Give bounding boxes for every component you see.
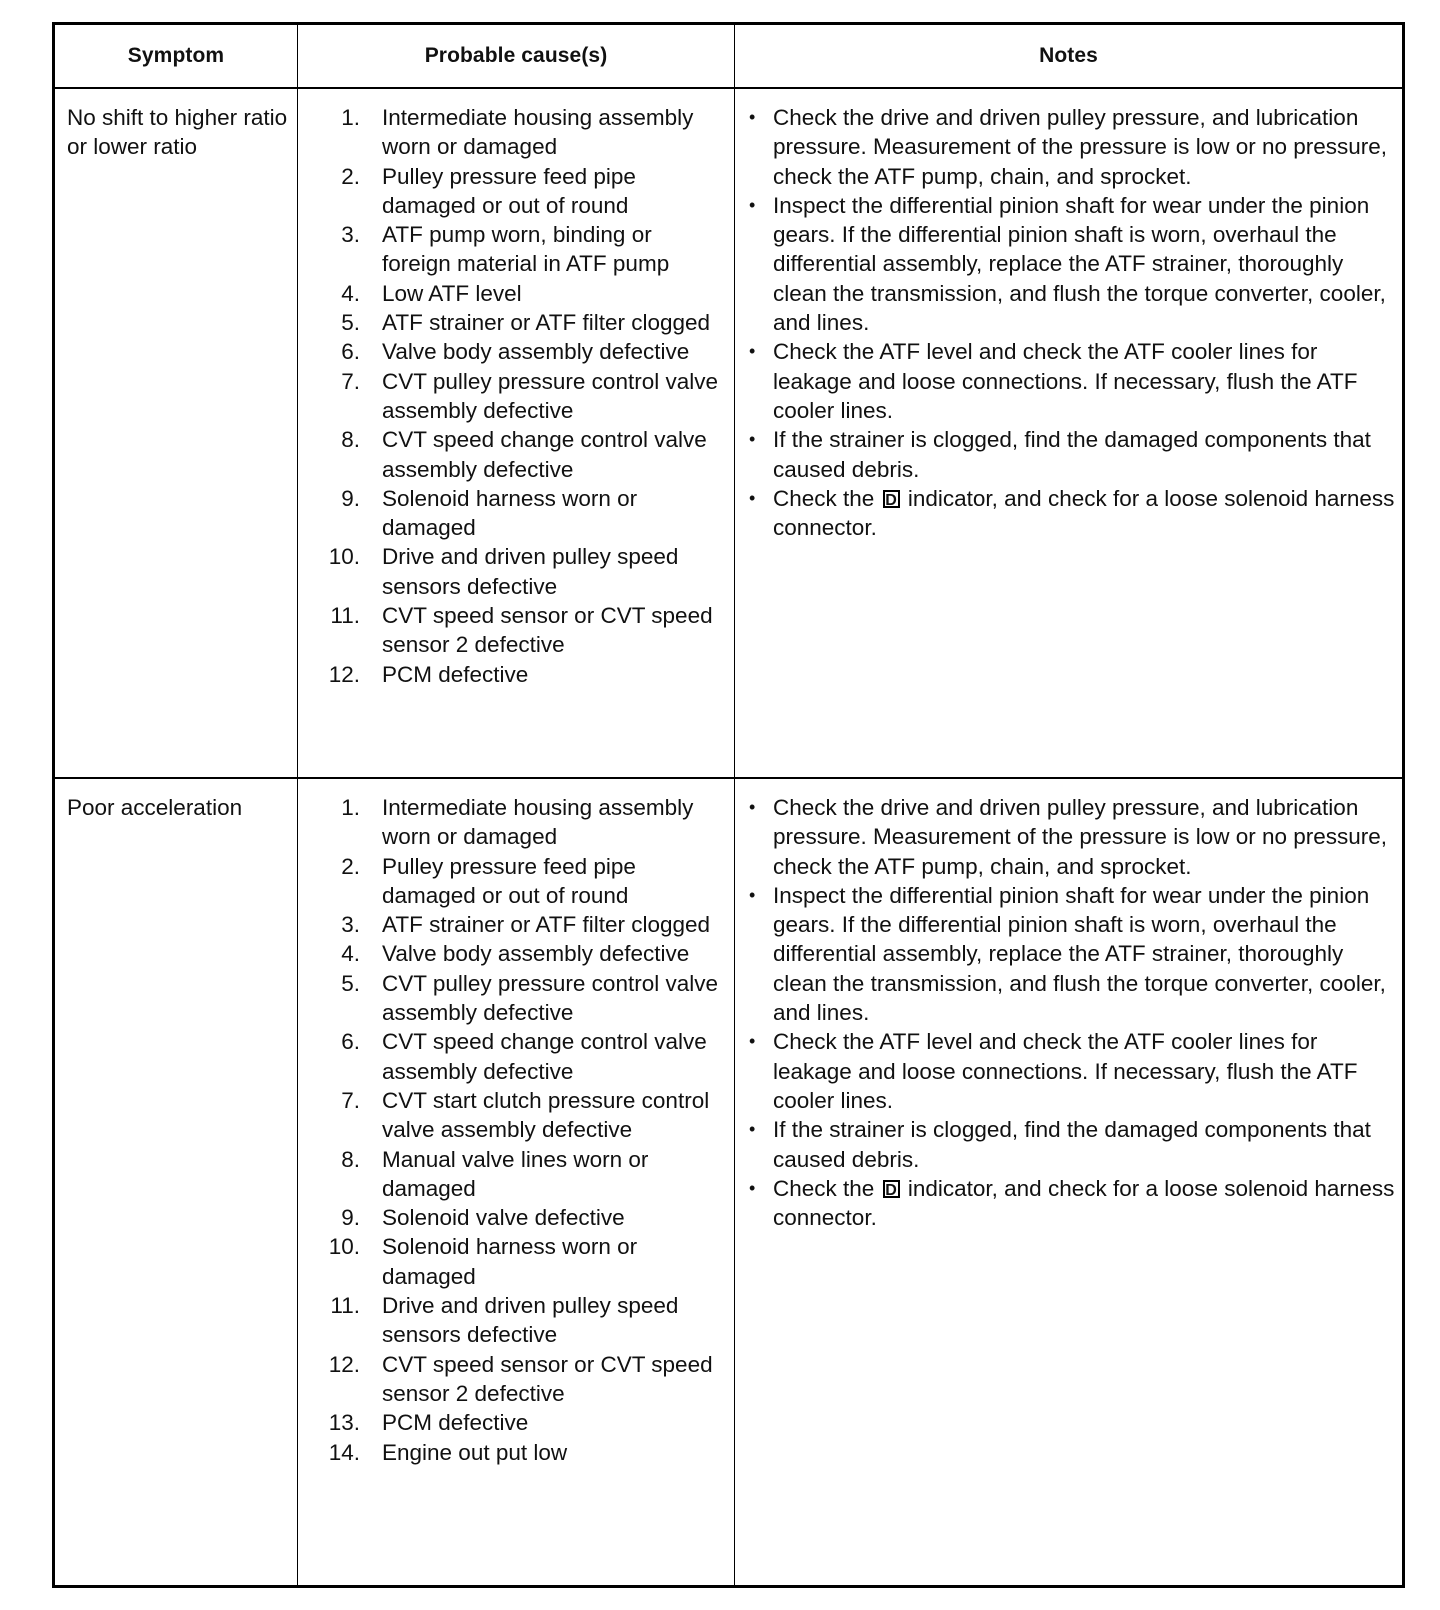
cause-number: 2. xyxy=(341,853,360,879)
note-item xyxy=(747,793,1398,881)
symptom-cell xyxy=(54,88,298,778)
cause-number: 3. xyxy=(341,912,360,938)
cause-number: 3. xyxy=(341,222,360,248)
note-text xyxy=(773,484,1398,543)
cause-text: Valve body assembly defective xyxy=(382,339,690,365)
note-text-post: indicator, and check for a loose solenoid harness connector. xyxy=(773,485,1395,541)
cause-text: Valve body assembly defective xyxy=(382,941,690,967)
cause-text: CVT speed change control valve assembly defective xyxy=(382,427,707,482)
cause-item xyxy=(298,308,726,337)
cause-item xyxy=(298,162,726,221)
note-text-pre: Check the xyxy=(773,1175,875,1201)
cause-number: 12. xyxy=(328,1351,360,1377)
cause-number: 8. xyxy=(341,427,360,453)
notes-cell xyxy=(735,88,1404,778)
note-text-pre: Check the xyxy=(773,485,875,511)
note-item xyxy=(747,191,1398,337)
troubleshooting-table xyxy=(52,22,1405,1588)
bullet-icon: • xyxy=(749,1031,756,1052)
bullet-icon: • xyxy=(749,1119,756,1140)
cause-number: 12. xyxy=(328,661,360,687)
note-text: Check the drive and driven pulley pressure, and lubrication pressure. Measurement of the pressure is low or no pressure, check the ATF pump, chain, and sprocket. xyxy=(773,105,1388,189)
d-indicator-icon: D xyxy=(883,1180,900,1198)
cause-item xyxy=(298,793,726,852)
causes-cell xyxy=(298,778,735,1587)
header-notes: Notes xyxy=(735,24,1404,89)
note-item xyxy=(747,337,1398,425)
cause-text: Engine out put low xyxy=(382,1439,568,1465)
table-row xyxy=(54,778,1404,1587)
bullet-icon: • xyxy=(749,341,756,362)
notes-list xyxy=(735,89,1402,554)
cause-item xyxy=(298,1408,726,1437)
cause-number: 1. xyxy=(341,795,360,820)
cause-item xyxy=(298,425,726,484)
cause-text: CVT speed change control valve assembly defective xyxy=(382,1029,707,1084)
bullet-icon: • xyxy=(749,1177,756,1198)
cause-item xyxy=(298,969,726,1028)
cause-number: 5. xyxy=(341,970,360,996)
cause-text: Manual valve lines worn or damaged xyxy=(382,1146,649,1201)
cause-item xyxy=(298,1232,726,1291)
note-item xyxy=(747,1027,1398,1115)
note-item xyxy=(747,1115,1398,1174)
cause-number: 10. xyxy=(328,544,360,570)
causes-list xyxy=(298,779,734,1479)
cause-item xyxy=(298,939,726,968)
note-text: Check the ATF level and check the ATF cooler lines for leakage and loose connections. If necessary, flush the ATF cooler lines. xyxy=(773,339,1358,423)
cause-item xyxy=(298,910,726,939)
cause-item xyxy=(298,601,726,660)
note-item xyxy=(747,103,1398,191)
cause-text: Solenoid valve defective xyxy=(382,1205,625,1231)
cause-item xyxy=(298,337,726,366)
note-text xyxy=(773,1174,1398,1233)
note-item xyxy=(747,425,1398,484)
symptom-text: Poor acceleration xyxy=(67,795,243,820)
cause-number: 7. xyxy=(341,368,360,394)
cause-number: 10. xyxy=(328,1234,360,1260)
cause-text: Solenoid harness worn or damaged xyxy=(382,1234,638,1289)
cause-item xyxy=(298,1291,726,1350)
cause-text: CVT pulley pressure control valve assembly defective xyxy=(382,368,718,423)
cause-text: Solenoid harness worn or damaged xyxy=(382,485,638,541)
cause-text: Intermediate housing assembly worn or damaged xyxy=(382,795,694,850)
cause-number: 4. xyxy=(341,941,360,967)
cause-item xyxy=(298,852,726,911)
bullet-icon: • xyxy=(749,194,756,215)
cause-item xyxy=(298,220,726,279)
cause-text: Drive and driven pulley speed sensors defective xyxy=(382,544,679,599)
cause-number: 6. xyxy=(341,339,360,365)
cause-text: Intermediate housing assembly worn or damaged xyxy=(382,105,694,160)
note-text: Inspect the differential pinion shaft for wear under the pinion gears. If the differential pinion shaft is worn, overhaul the differential assembly, replace the ATF strainer, thoroughly clean the transmission, and flush the torque converter, cooler, and lines. xyxy=(773,882,1386,1026)
cause-number: 7. xyxy=(341,1087,360,1113)
cause-number: 4. xyxy=(341,280,360,306)
table-body xyxy=(54,88,1404,1587)
cause-text: CVT speed sensor or CVT speed sensor 2 defective xyxy=(382,603,713,658)
cause-text: Pulley pressure feed pipe damaged or out of round xyxy=(382,853,636,908)
cause-text: ATF pump worn, binding or foreign material in ATF pump xyxy=(382,222,670,277)
cause-number: 9. xyxy=(341,1205,360,1231)
causes-list xyxy=(298,89,734,701)
cause-item xyxy=(298,1027,726,1086)
cause-item xyxy=(298,279,726,308)
cause-text: Low ATF level xyxy=(382,280,522,306)
cause-number: 11. xyxy=(330,603,360,629)
cause-item xyxy=(298,367,726,426)
bullet-icon: • xyxy=(749,487,756,508)
note-text: Check the ATF level and check the ATF cooler lines for leakage and loose connections. If necessary, flush the ATF cooler lines. xyxy=(773,1029,1358,1113)
cause-number: 8. xyxy=(341,1146,360,1172)
cause-text: ATF strainer or ATF filter clogged xyxy=(382,912,711,938)
header-symptom: Symptom xyxy=(54,24,298,89)
cause-text: PCM defective xyxy=(382,1410,529,1436)
cause-text: ATF strainer or ATF filter clogged xyxy=(382,310,711,336)
header-probable-causes: Probable cause(s) xyxy=(298,24,735,89)
note-text: If the strainer is clogged, find the damaged components that caused debris. xyxy=(773,427,1371,482)
note-text-post: indicator, and check for a loose solenoid harness connector. xyxy=(773,1175,1395,1231)
cause-number: 2. xyxy=(341,163,360,189)
cause-item xyxy=(298,660,726,689)
note-item xyxy=(747,881,1398,1027)
cause-number: 9. xyxy=(341,485,360,511)
note-text: If the strainer is clogged, find the damaged components that caused debris. xyxy=(773,1117,1371,1172)
notes-list xyxy=(735,779,1402,1244)
notes-cell xyxy=(735,778,1404,1587)
cause-item xyxy=(298,484,726,543)
cause-text: CVT speed sensor or CVT speed sensor 2 defective xyxy=(382,1351,713,1406)
causes-cell xyxy=(298,88,735,778)
cause-number: 6. xyxy=(341,1029,360,1055)
note-text: Inspect the differential pinion shaft for wear under the pinion gears. If the differential pinion shaft is worn, overhaul the differential assembly, replace the ATF strainer, thoroughly clean the transmission, and flush the torque converter, cooler, and lines. xyxy=(773,192,1386,336)
cause-number: 5. xyxy=(341,310,360,336)
note-item xyxy=(747,1174,1398,1233)
note-text: Check the drive and driven pulley pressure, and lubrication pressure. Measurement of the pressure is low or no pressure, check the ATF pump, chain, and sprocket. xyxy=(773,795,1388,879)
cause-item xyxy=(298,1203,726,1232)
symptom-cell xyxy=(54,778,298,1587)
table-header-row xyxy=(54,24,1404,89)
bullet-icon: • xyxy=(749,107,756,127)
cause-text: CVT start clutch pressure control valve assembly defective xyxy=(382,1087,710,1143)
cause-number: 1. xyxy=(341,105,360,130)
cause-number: 11. xyxy=(330,1293,360,1319)
table-row xyxy=(54,88,1404,778)
cause-item xyxy=(298,1438,726,1467)
cause-text: PCM defective xyxy=(382,661,529,687)
d-indicator-icon: D xyxy=(883,490,900,508)
cause-item xyxy=(298,542,726,601)
cause-item xyxy=(298,103,726,162)
bullet-icon: • xyxy=(749,429,756,450)
cause-number: 14. xyxy=(328,1439,360,1465)
cause-text: CVT pulley pressure control valve assembly defective xyxy=(382,970,718,1026)
cause-item xyxy=(298,1086,726,1145)
symptom-text: No shift to higher ratio or lower ratio xyxy=(67,105,288,160)
cause-item xyxy=(298,1350,726,1409)
cause-number: 13. xyxy=(328,1410,360,1436)
cause-item xyxy=(298,1145,726,1204)
cause-text: Pulley pressure feed pipe damaged or out of round xyxy=(382,163,636,218)
note-item xyxy=(747,484,1398,543)
bullet-icon: • xyxy=(749,884,756,905)
bullet-icon: • xyxy=(749,797,756,817)
cause-text: Drive and driven pulley speed sensors defective xyxy=(382,1293,679,1348)
